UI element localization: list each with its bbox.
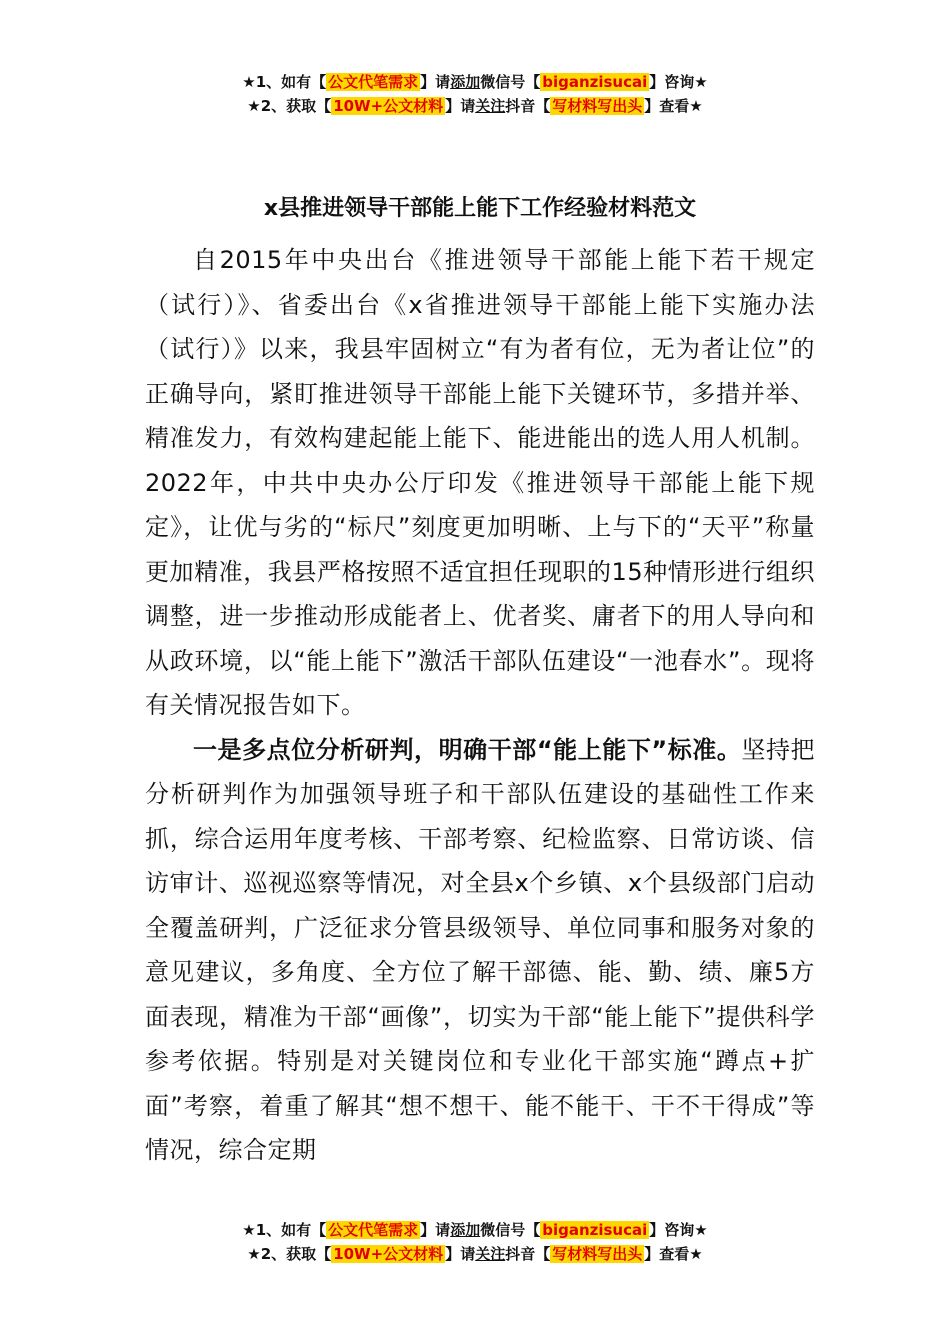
document-title: x县推进领导干部能上能下工作经验材料范文 <box>263 196 697 221</box>
banner-highlight: 写材料写出头 <box>552 1245 643 1263</box>
banner-text: 抖音【 <box>505 1245 551 1263</box>
banner-underline: 关注 <box>475 97 506 115</box>
banner-text: 】请 <box>420 73 451 91</box>
banner-text: ★1、如有【 <box>242 1221 327 1239</box>
banner-underline: 添加 <box>450 73 481 91</box>
section-body: 坚持把分析研判作为加强领导班子和干部队伍建设的基础性工作来抓，综合运用年度考核、干部考察、纪检监察、日常访谈、信访审计、巡视巡察等情况，对全县x个乡镇、x个县级部门启动全覆盖研判，广泛征求分管县级领导、单位同事和服务对象的意见建议，多角度、全方位了解干部德、能、勤、绩、廉5方面表现，精准为干部“画像”，切实为干部“能上能下”提供科学参考依据。特别是对关键岗位和专业化干部实施“蹲点+扩面”考察，着重了解其“想不想干、能不能干、干不干得成”等情况，综合定期 <box>145 735 816 1164</box>
banner-underline: 添加 <box>450 1221 481 1239</box>
banner-text: ★2、获取【 <box>247 97 332 115</box>
banner-text: 抖音【 <box>505 97 551 115</box>
paragraph-intro: 自2015年中央出台《推进领导干部能上能下若干规定（试行）》、省委出台《x省推进领导干部能上能下实施办法（试行）》以来，我县牢固树立“有为者有位，无为者让位”的正确导向，紧盯推进领导干部能上能下关键环节，多措并举、精准发力，有效构建起能上能下、能进能出的选人用人机制。2022年，中共中央办公厅印发《推进领导干部能上能下规定》，让优与劣的“标尺”刻度更加明晰、上与下的“天平”称量更加精准，我县严格按照不适宜担任现职的15种情形进行组织调整，进一步推动形成能者上、优者奖、庸者下的用人导向和从政环境，以“能上能下”激活干部队伍建设“一池春水”。现将有关情况报告如下。 <box>145 246 815 719</box>
banner-highlight: 写材料写出头 <box>552 97 643 115</box>
banner-highlight: 公文代笔需求 <box>328 1221 419 1239</box>
section-heading: 一是多点位分析研判，明确干部“能上能下”标准。 <box>193 735 742 764</box>
banner-line-1 <box>0 70 950 94</box>
header-banner <box>0 70 950 118</box>
paragraph-section-1 <box>145 728 815 1173</box>
banner-text: 微信号【 <box>480 73 541 91</box>
banner-text: 】查看★ <box>644 1245 703 1263</box>
banner-highlight: biganzisucai <box>542 73 648 91</box>
banner-text: ★1、如有【 <box>242 73 327 91</box>
banner-text: 】咨询★ <box>649 73 708 91</box>
banner-text: 微信号【 <box>480 1221 541 1239</box>
banner-text: 】请 <box>420 1221 451 1239</box>
banner-underline: 关注 <box>475 1245 506 1263</box>
footer-banner <box>0 1218 950 1266</box>
banner-highlight: 10W+公文材料 <box>333 1245 444 1263</box>
banner-text: 】咨询★ <box>649 1221 708 1239</box>
banner-line-2 <box>0 1242 950 1266</box>
banner-text: 】查看★ <box>644 97 703 115</box>
banner-text: ★2、获取【 <box>247 1245 332 1263</box>
banner-text: 】请 <box>445 97 476 115</box>
banner-line-2 <box>0 94 950 118</box>
banner-line-1 <box>0 1218 950 1242</box>
banner-text: 】请 <box>445 1245 476 1263</box>
banner-highlight: 公文代笔需求 <box>328 73 419 91</box>
banner-highlight: 10W+公文材料 <box>333 97 444 115</box>
document-body <box>145 192 815 1173</box>
banner-highlight: biganzisucai <box>542 1221 648 1239</box>
